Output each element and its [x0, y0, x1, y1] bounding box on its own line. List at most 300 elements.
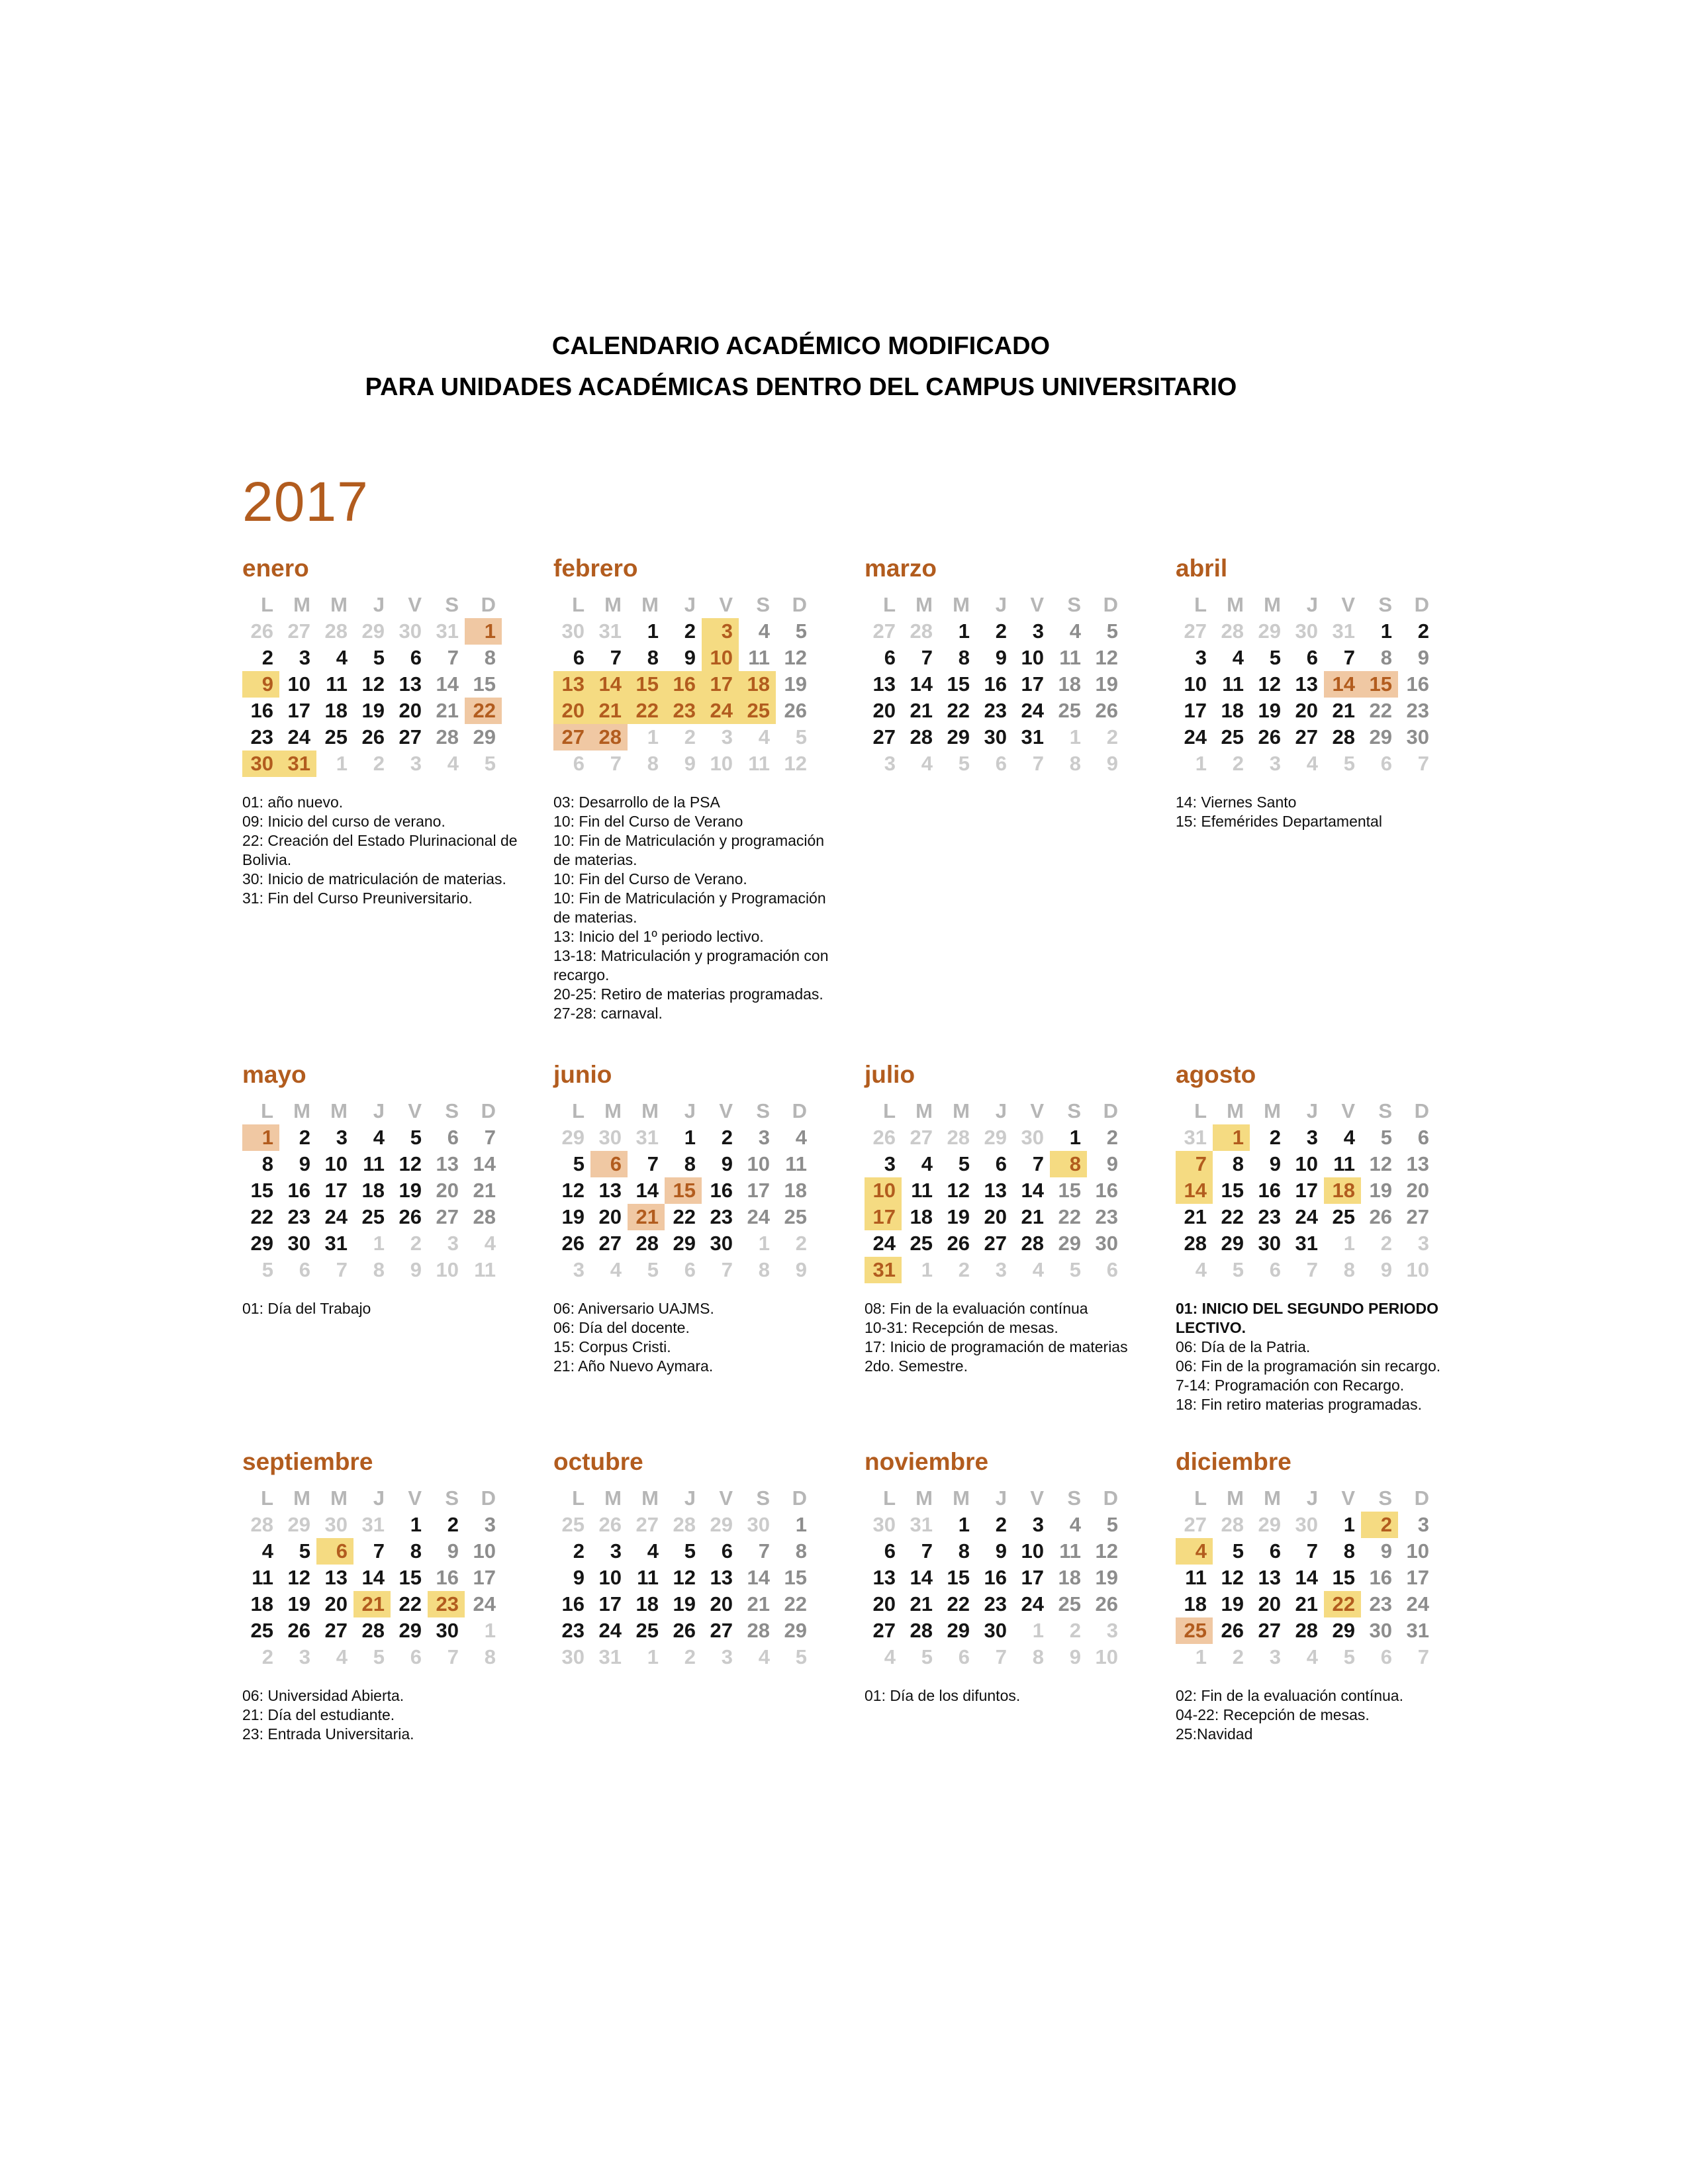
day-cell: 22 [465, 698, 502, 724]
day-cell: 21 [910, 699, 933, 722]
weekday-header: M [1264, 1486, 1281, 1510]
weekday-header: M [1227, 593, 1244, 616]
day-cell: 23 [1258, 1205, 1281, 1228]
day-cell: 16 [250, 699, 273, 722]
day-cell: 23 [1406, 699, 1429, 722]
day-cell: 31 [1184, 1126, 1207, 1149]
day-cell: 25 [1332, 1205, 1355, 1228]
day-cell: 3 [1195, 646, 1207, 669]
day-cell: 20 [553, 698, 590, 724]
month-febrero [553, 553, 829, 1060]
weekday-header: J [373, 1099, 385, 1122]
day-cell: 8 [1380, 646, 1392, 669]
day-cell: 7 [1417, 752, 1429, 775]
day-cell: 21 [436, 699, 459, 722]
day-cell: 12 [1258, 672, 1281, 696]
month-notes [1176, 1299, 1460, 1414]
day-cell: 26 [784, 699, 807, 722]
note-line: 04-22: Recepción de mesas. [1176, 1706, 1370, 1723]
day-cell: 9 [995, 646, 1007, 669]
day-cell: 18 [1324, 1177, 1361, 1204]
day-cell: 19 [287, 1592, 310, 1615]
day-cell: 14 [1324, 671, 1361, 698]
day-cell: 2 [299, 1126, 310, 1149]
day-cell: 26 [598, 1513, 622, 1536]
day-cell: 3 [1306, 1126, 1318, 1149]
day-cell: 2 [1361, 1512, 1398, 1538]
weekday-header: M [641, 593, 659, 616]
day-cell: 24 [598, 1619, 622, 1642]
day-cell: 7 [1032, 752, 1044, 775]
day-cell: 2 [1106, 725, 1118, 749]
day-cell: 6 [1106, 1258, 1118, 1281]
day-cell: 10 [747, 1152, 770, 1175]
day-cell: 8 [758, 1258, 770, 1281]
month-title: agosto [1176, 1061, 1256, 1088]
weekday-header: M [293, 1486, 310, 1510]
day-cell: 2 [958, 1258, 970, 1281]
day-cell: 18 [1058, 672, 1081, 696]
day-cell: 18 [1221, 699, 1244, 722]
day-cell: 13 [1295, 672, 1318, 696]
day-cell: 28 [910, 725, 933, 749]
weekday-header: L [1194, 593, 1207, 616]
day-cell: 16 [665, 671, 702, 698]
day-cell: 27 [287, 619, 310, 643]
day-cell: 31 [598, 619, 622, 643]
weekday-header: J [1306, 1486, 1318, 1510]
day-cell: 5 [1343, 1645, 1355, 1668]
weekday-header: D [1414, 1099, 1429, 1122]
day-cell: 11 [748, 646, 770, 669]
day-cell: 29 [561, 1126, 585, 1149]
weekday-header: M [915, 593, 933, 616]
day-cell: 22 [1324, 1591, 1361, 1617]
month-notes [865, 1299, 1149, 1376]
day-cell: 28 [947, 1126, 970, 1149]
month-title: mayo [242, 1061, 306, 1088]
weekday-header: L [572, 1099, 585, 1122]
day-cell: 3 [447, 1232, 459, 1255]
day-cell: 5 [684, 1539, 696, 1563]
day-cell: 2 [995, 1513, 1007, 1536]
day-cell: 2 [573, 1539, 585, 1563]
day-cell: 21 [1332, 699, 1355, 722]
day-cell: 6 [316, 1538, 353, 1565]
day-cell: 8 [647, 646, 659, 669]
day-cell: 7 [647, 1152, 659, 1175]
day-cell: 12 [561, 1179, 585, 1202]
page-title-line2: PARA UNIDADES ACADÉMICAS DENTRO DEL CAMPUS UNIVERSITARIO [365, 373, 1237, 401]
weekday-header: L [883, 1099, 896, 1122]
day-cell: 6 [1269, 1258, 1281, 1281]
day-cell: 2 [795, 1232, 807, 1255]
month-title: abril [1176, 555, 1228, 582]
day-cell: 24 [1406, 1592, 1429, 1615]
day-cell: 14 [910, 672, 933, 696]
day-cell: 1 [1343, 1232, 1355, 1255]
day-cell: 30 [242, 751, 279, 777]
day-cell: 4 [1032, 1258, 1044, 1281]
weekday-header: V [719, 1486, 733, 1510]
day-cell: 28 [473, 1205, 496, 1228]
day-cell: 14 [747, 1566, 770, 1589]
day-cell: 17 [598, 1592, 622, 1615]
weekday-header: J [995, 593, 1007, 616]
day-cell: 3 [1417, 1513, 1429, 1536]
day-cell: 6 [1306, 646, 1318, 669]
month-notes [242, 793, 527, 908]
day-cell: 4 [1069, 1513, 1081, 1536]
day-cell: 4 [484, 1232, 496, 1255]
day-cell: 26 [947, 1232, 970, 1255]
day-cell: 7 [447, 1645, 459, 1668]
day-cell: 2 [373, 752, 385, 775]
day-cell: 15 [628, 671, 665, 698]
weekday-header: D [792, 1486, 807, 1510]
note-line: 22: Creación del Estado Plurinacional de Bolivia. [242, 832, 518, 868]
day-cell: 12 [1221, 1566, 1244, 1589]
day-cell: 4 [1343, 1126, 1355, 1149]
day-cell: 7 [921, 646, 933, 669]
day-cell: 29 [984, 1126, 1007, 1149]
weekday-header: J [1306, 593, 1318, 616]
weekday-header: D [792, 593, 807, 616]
day-cell: 26 [872, 1126, 896, 1149]
weekday-header: V [1030, 1099, 1044, 1122]
month-notes [865, 1686, 1149, 1706]
day-cell: 15 [1361, 671, 1398, 698]
day-cell: 31 [1406, 1619, 1429, 1642]
month-notes [1176, 1686, 1460, 1744]
day-cell: 9 [447, 1539, 459, 1563]
day-cell: 3 [1106, 1619, 1118, 1642]
day-cell: 27 [399, 725, 422, 749]
weekday-header: D [481, 593, 496, 616]
day-cell: 7 [921, 1539, 933, 1563]
day-cell: 21 [1295, 1592, 1318, 1615]
month-title: octubre [553, 1448, 643, 1475]
day-cell: 19 [784, 672, 807, 696]
day-cell: 3 [484, 1513, 496, 1536]
note-line: 10: Fin de Matriculación y programación de materias. [553, 832, 825, 868]
day-cell: 19 [561, 1205, 585, 1228]
note-line: 08: Fin de la evaluación contínua [865, 1300, 1088, 1317]
day-cell: 28 [747, 1619, 770, 1642]
day-cell: 28 [1332, 725, 1355, 749]
day-cell: 29 [673, 1232, 696, 1255]
day-cell: 15 [947, 672, 970, 696]
weekday-header: L [261, 593, 273, 616]
day-cell: 28 [673, 1513, 696, 1536]
day-cell: 8 [1032, 1645, 1044, 1668]
day-cell: 19 [399, 1179, 422, 1202]
weekday-header: V [408, 593, 422, 616]
day-cell: 4 [921, 752, 933, 775]
day-cell: 17 [865, 1204, 902, 1230]
day-cell: 16 [1406, 672, 1429, 696]
day-cell: 27 [984, 1232, 1007, 1255]
weekday-header: L [1194, 1099, 1207, 1122]
weekday-header: J [1306, 1099, 1318, 1122]
day-cell: 22 [1369, 699, 1392, 722]
day-cell: 18 [361, 1179, 385, 1202]
day-cell: 3 [299, 646, 310, 669]
day-cell: 15 [399, 1566, 422, 1589]
day-cell: 22 [1221, 1205, 1244, 1228]
weekday-header: D [481, 1486, 496, 1510]
note-line: 14: Viernes Santo [1176, 794, 1297, 811]
note-line: 15: Corpus Cristi. [553, 1338, 671, 1355]
note-line: 25:Navidad [1176, 1725, 1253, 1743]
day-cell: 5 [1232, 1539, 1244, 1563]
day-cell: 6 [410, 1645, 422, 1668]
day-cell: 8 [795, 1539, 807, 1563]
day-cell: 7 [447, 646, 459, 669]
weekday-header: S [445, 1099, 459, 1122]
month-agosto [1176, 1060, 1441, 1447]
weekday-header: D [792, 1099, 807, 1122]
day-cell: 3 [1417, 1232, 1429, 1255]
weekday-header: S [445, 593, 459, 616]
day-cell: 11 [1059, 1539, 1081, 1563]
day-cell: 19 [1369, 1179, 1392, 1202]
note-line: 13-18: Matriculación y programación con recargo. [553, 947, 829, 983]
month-title: febrero [553, 555, 638, 582]
day-cell: 5 [1269, 646, 1281, 669]
day-cell: 22 [947, 699, 970, 722]
day-cell: 2 [1232, 1645, 1244, 1668]
day-cell: 6 [995, 1152, 1007, 1175]
day-cell: 16 [984, 672, 1007, 696]
day-cell: 26 [361, 725, 385, 749]
day-cell: 3 [702, 618, 739, 645]
day-cell: 25 [561, 1513, 585, 1536]
day-cell: 3 [721, 725, 733, 749]
day-cell: 12 [673, 1566, 696, 1589]
note-line: 23: Entrada Universitaria. [242, 1725, 414, 1743]
day-cell: 4 [1306, 752, 1318, 775]
day-cell: 3 [995, 1258, 1007, 1281]
day-cell: 5 [795, 619, 807, 643]
day-cell: 1 [958, 619, 970, 643]
day-cell: 22 [250, 1205, 273, 1228]
day-cell: 28 [361, 1619, 385, 1642]
day-cell: 11 [748, 752, 770, 775]
day-cell: 5 [573, 1152, 585, 1175]
day-cell: 6 [1380, 752, 1392, 775]
day-cell: 27 [910, 1126, 933, 1149]
day-cell: 30 [436, 1619, 459, 1642]
day-cell: 10 [287, 672, 310, 696]
day-cell: 21 [1021, 1205, 1044, 1228]
day-cell: 9 [299, 1152, 310, 1175]
day-cell: 1 [647, 725, 659, 749]
day-cell: 17 [1406, 1566, 1429, 1589]
day-cell: 10 [324, 1152, 348, 1175]
day-cell: 31 [1295, 1232, 1318, 1255]
calendar-grid [865, 1485, 1123, 1670]
day-cell: 9 [1106, 1152, 1118, 1175]
day-cell: 27 [872, 619, 896, 643]
weekday-header: S [1067, 1099, 1081, 1122]
day-cell: 28 [1021, 1232, 1044, 1255]
note-line: 01: Día de los difuntos. [865, 1687, 1021, 1704]
day-cell: 4 [447, 752, 459, 775]
day-cell: 20 [1258, 1592, 1281, 1615]
day-cell: 29 [947, 725, 970, 749]
day-cell: 24 [287, 725, 310, 749]
day-cell: 23 [1369, 1592, 1392, 1615]
weekday-header: S [756, 1486, 770, 1510]
day-cell: 16 [1095, 1179, 1118, 1202]
day-cell: 13 [1406, 1152, 1429, 1175]
calendar-grid [242, 1485, 500, 1670]
month-octubre [553, 1447, 812, 1744]
weekday-header: V [408, 1099, 422, 1122]
day-cell: 31 [324, 1232, 348, 1255]
day-cell: 14 [361, 1566, 385, 1589]
weekday-header: M [1264, 1099, 1281, 1122]
day-cell: 4 [758, 619, 770, 643]
weekday-header: D [1103, 593, 1118, 616]
day-cell: 3 [336, 1126, 348, 1149]
month-notes [553, 793, 838, 1023]
day-cell: 4 [336, 646, 348, 669]
day-cell: 10 [598, 1566, 622, 1589]
day-cell: 13 [872, 1566, 896, 1589]
day-cell: 29 [1369, 725, 1392, 749]
day-cell: 10 [436, 1258, 459, 1281]
day-cell: 15 [947, 1566, 970, 1589]
calendar-grid [1176, 592, 1434, 777]
day-cell: 29 [947, 1619, 970, 1642]
note-line: 10: Fin del Curso de Verano [553, 813, 743, 830]
day-cell: 24 [872, 1232, 896, 1255]
calendar-grid [242, 592, 500, 777]
day-cell: 9 [1417, 646, 1429, 669]
day-cell: 5 [1106, 1513, 1118, 1536]
day-cell: 30 [984, 1619, 1007, 1642]
day-cell: 29 [1058, 1232, 1081, 1255]
note-line: 01: Día del Trabajo [242, 1300, 371, 1317]
weekday-header: M [604, 1099, 622, 1122]
calendar-grid [553, 1485, 812, 1670]
day-cell: 24 [473, 1592, 496, 1615]
note-line: 20-25: Retiro de materias programadas. [553, 985, 823, 1003]
day-cell: 6 [1417, 1126, 1429, 1149]
day-cell: 5 [1069, 1258, 1081, 1281]
day-cell: 31 [279, 751, 316, 777]
day-cell: 15 [1058, 1179, 1081, 1202]
weekday-header: V [1030, 1486, 1044, 1510]
day-cell: 5 [1380, 1126, 1392, 1149]
month-notes [1176, 793, 1460, 831]
day-cell: 3 [1032, 1513, 1044, 1536]
day-cell: 20 [1406, 1179, 1429, 1202]
day-cell: 31 [1021, 725, 1044, 749]
note-line: 01: INICIO DEL SEGUNDO PERIODO LECTIVO. [1176, 1300, 1439, 1336]
day-cell: 26 [250, 619, 273, 643]
month-julio [865, 1060, 1128, 1447]
weekday-header: M [1227, 1099, 1244, 1122]
day-cell: 20 [399, 699, 422, 722]
day-cell: 8 [261, 1152, 273, 1175]
weekday-header: D [1414, 1486, 1429, 1510]
day-cell: 10 [1406, 1539, 1429, 1563]
day-cell: 7 [758, 1539, 770, 1563]
day-cell: 19 [1258, 699, 1281, 722]
day-cell: 6 [1269, 1539, 1281, 1563]
day-cell: 16 [1369, 1566, 1392, 1589]
day-cell: 4 [261, 1539, 273, 1563]
page-title [0, 326, 1602, 408]
day-cell: 6 [995, 752, 1007, 775]
month-title: diciembre [1176, 1448, 1291, 1475]
day-cell: 7 [610, 646, 622, 669]
month-notes [553, 1299, 838, 1376]
day-cell: 20 [872, 1592, 896, 1615]
day-cell: 6 [410, 646, 422, 669]
day-cell: 27 [1184, 1513, 1207, 1536]
day-cell: 19 [947, 1205, 970, 1228]
day-cell: 3 [758, 1126, 770, 1149]
day-cell: 30 [1369, 1619, 1392, 1642]
day-cell: 4 [1069, 619, 1081, 643]
day-cell: 15 [665, 1177, 702, 1204]
day-cell: 25 [784, 1205, 807, 1228]
day-cell: 9 [1380, 1539, 1392, 1563]
day-cell: 13 [984, 1179, 1007, 1202]
day-cell: 11 [326, 672, 348, 696]
day-cell: 6 [299, 1258, 310, 1281]
day-cell: 13 [710, 1566, 733, 1589]
day-cell: 1 [1213, 1124, 1250, 1151]
day-cell: 28 [1184, 1232, 1207, 1255]
day-cell: 31 [635, 1126, 659, 1149]
day-cell: 28 [436, 725, 459, 749]
day-cell: 23 [561, 1619, 585, 1642]
day-cell: 9 [684, 752, 696, 775]
day-cell: 15 [473, 672, 496, 696]
day-cell: 1 [1069, 725, 1081, 749]
weekday-header: L [1194, 1486, 1207, 1510]
day-cell: 29 [361, 619, 385, 643]
day-cell: 29 [287, 1513, 310, 1536]
day-cell: 16 [561, 1592, 585, 1615]
day-cell: 14 [1021, 1179, 1044, 1202]
day-cell: 7 [336, 1258, 348, 1281]
day-cell: 7 [1176, 1151, 1213, 1177]
day-cell: 10 [1295, 1152, 1318, 1175]
day-cell: 6 [590, 1151, 628, 1177]
day-cell: 17 [702, 671, 739, 698]
day-cell: 23 [1095, 1205, 1118, 1228]
day-cell: 10 [1095, 1645, 1118, 1668]
day-cell: 25 [910, 1232, 933, 1255]
day-cell: 6 [684, 1258, 696, 1281]
day-cell: 9 [1380, 1258, 1392, 1281]
day-cell: 25 [324, 725, 348, 749]
calendar-grid [1176, 1098, 1434, 1283]
day-cell: 28 [590, 724, 628, 751]
day-cell: 22 [399, 1592, 422, 1615]
day-cell: 12 [287, 1566, 310, 1589]
day-cell: 5 [1343, 752, 1355, 775]
month-title: junio [553, 1061, 612, 1088]
day-cell: 24 [1295, 1205, 1318, 1228]
day-cell: 31 [361, 1513, 385, 1536]
